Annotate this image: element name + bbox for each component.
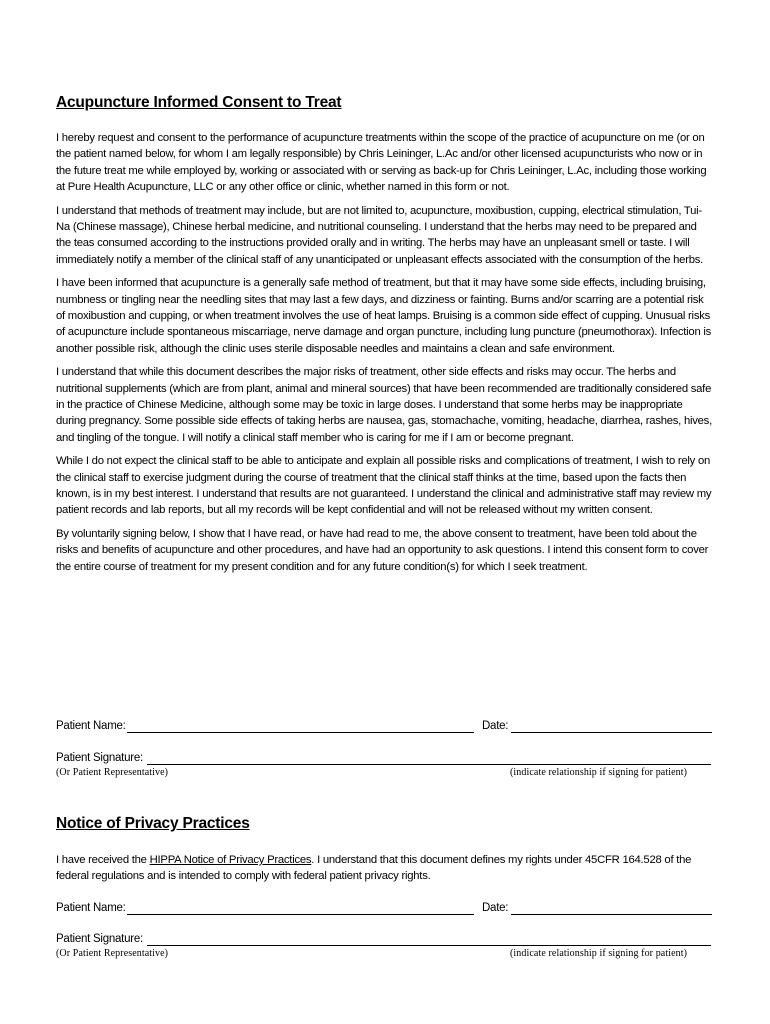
consent-name-date-row (56, 716, 714, 734)
consent-rep-caption: (Or Patient Representative) (56, 767, 169, 778)
privacy-signature-field[interactable] (147, 945, 711, 946)
consent-patient-name-label: Patient Name: (56, 720, 126, 732)
hippa-notice-link[interactable]: HIPPA Notice of Privacy Practices (149, 854, 312, 866)
consent-patient-name-field[interactable] (127, 732, 474, 733)
consent-signature-row (56, 748, 714, 766)
privacy-rep-caption: (Or Patient Representative) (56, 948, 169, 959)
privacy-signature-row (56, 929, 714, 947)
consent-paragraph-5: While I do not expect the clinical staff to be able to anticipate and explain all possible risks and complications of treatment, I wish to rely on the clinical staff to exercise judgment during the course of treatment that the clinical staff thinks at the time, based upon the facts then known, is in my best interest. I understand that results are not guaranteed. I understand the clinical and administrative staff may review my patient records and lab reports, but all my records will be kept confidential and will not be released without my written consent. (56, 455, 712, 517)
consent-paragraph-6: By voluntarily signing below, I show that I have read, or have had read to me, the above consent to treatment, have been told about the risks and benefits of acupuncture and other procedures, and have had an opportunity to ask questions. I intend this consent form to cover the entire course of treatment for my present condition and for any future condition(s) for which I seek treatment. (56, 528, 709, 573)
privacy-patient-name-field[interactable] (127, 914, 474, 915)
privacy-paragraph (56, 852, 714, 885)
privacy-name-date-row (56, 898, 714, 916)
privacy-text-after: . I understand that this document defines my rights under 45CFR 164.528 of the federal regulations and is intended to comply with federal patient privacy rights. (56, 854, 692, 883)
privacy-text-before: I have received the (56, 854, 150, 866)
consent-signature-label: Patient Signature: (56, 752, 143, 764)
privacy-body (56, 852, 714, 885)
consent-signature-field[interactable] (147, 764, 711, 765)
consent-paragraph-3: I have been informed that acupuncture is a generally safe method of treatment, but that it may have some side effects, including bruising, numbness or tingling near the needling sites that may last a few days, and dizziness or fainting. Burns and/or scarring are a potential risk of moxibustion and cupping, or when treatment involves the use of heat lamps. Bruising is a common side effect of cupping. Unusual risks of acupuncture include spontaneous miscarriage, nerve damage and organ puncture, including lung puncture (pneumothorax). Infection is another possible risk, although the clinic uses sterile disposable needles and maintains a clean and safe environment. (56, 277, 712, 355)
consent-body (56, 130, 714, 582)
privacy-relationship-caption: (indicate relationship if signing for patient) (510, 948, 688, 959)
privacy-patient-name-label: Patient Name: (56, 902, 126, 914)
consent-paragraph-1: I hereby request and consent to the performance of acupuncture treatments within the scope of the practice of acupuncture on me (or on the patient named below, for whom I am legally responsible) by Chris Leininger, L.Ac and/or other licensed acupuncturists who now or in the future treat me while employed by, working or associated with or serving as back-up for Chris Leininger, L.Ac, including those working at Pure Health Acupuncture, LLC or any other office or clinic, whether named in this form or not. (56, 132, 707, 193)
consent-relationship-caption: (indicate relationship if signing for patient) (510, 767, 688, 778)
consent-date-field[interactable] (511, 732, 712, 733)
consent-paragraph-2: I understand that methods of treatment may include, but are not limited to, acupuncture, moxibustion, cupping, electrical stimulation, Tui-Na (Chinese massage), Chinese herbal medicine, and nutritional counseling. I understand that the herbs may need to be prepared and the teas consumed according to the instructions provided orally and in writing. The herbs may have an unpleasant smell or taste. I will immediately notify a member of the clinical staff of any unanticipated or unpleasant effects associated with the consumption of the herbs. (56, 204, 704, 266)
privacy-date-label: Date: (482, 902, 509, 914)
consent-date-label: Date: (482, 720, 509, 732)
privacy-signature-label: Patient Signature: (56, 933, 143, 945)
consent-paragraph-4: I understand that while this document describes the major risks of treatment, other side effects and risks may occur. The herbs and nutritional supplements (which are from plant, animal and mineral sources) that have been recommended are traditionally considered safe in the practice of Chinese Medicine, although some may be toxic in large doses. I understand that some herbs may be inappropriate during pregnancy. Some possible side effects of taking herbs are nausea, gas, stomachache, vomiting, headache, diarrhea, rashes, hives, and tingling of the tongue. I will notify a clinical staff member who is caring for me if I am or become pregnant. (56, 366, 712, 444)
privacy-date-field[interactable] (511, 914, 712, 915)
privacy-title: Notice of Privacy Practices (56, 815, 250, 832)
consent-title: Acupuncture Informed Consent to Treat (56, 94, 342, 111)
